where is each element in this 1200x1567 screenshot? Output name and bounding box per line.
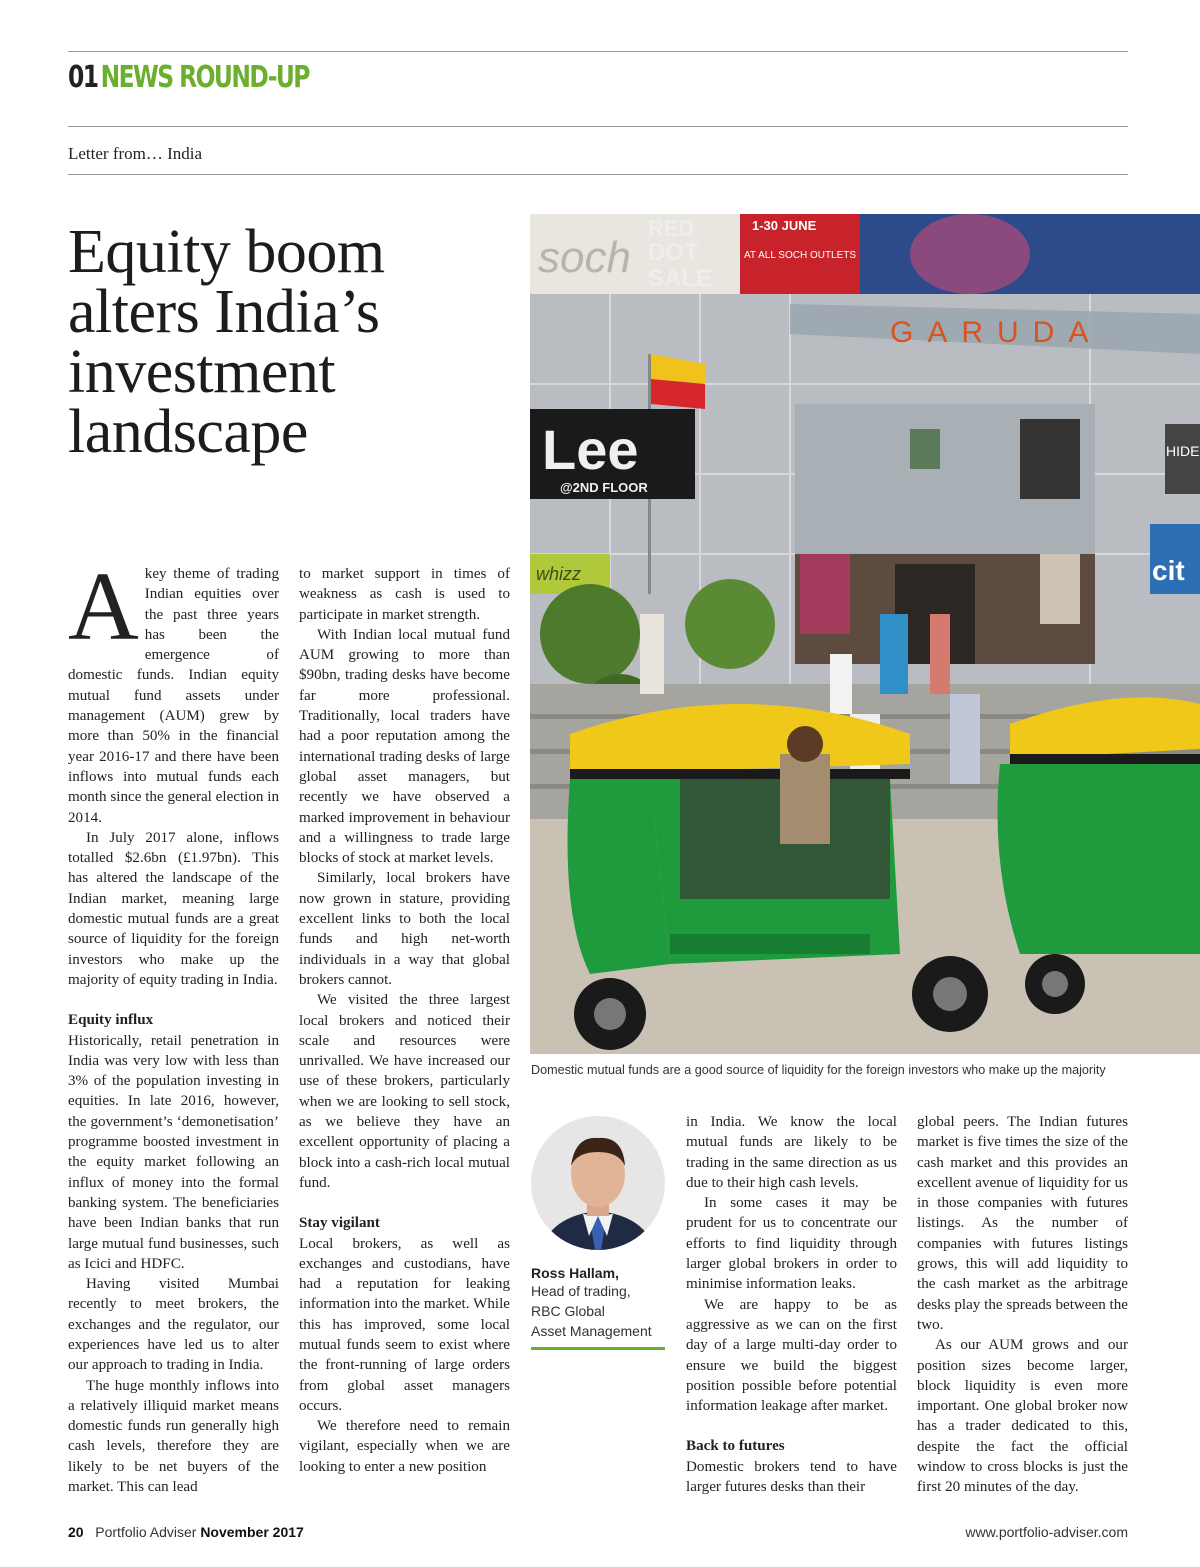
paragraph: to market support in times of weakness as cash is used to participate in market strength. <box>299 566 510 623</box>
section-rule <box>68 126 1128 127</box>
paragraph: Akey theme of trading Indian equities over the past three years has been the emergence of domestic funds. Indian equity mutual fund assets under management (AUM) grew by more than 50% in the financial year 2016-17 and there have been inflows into mutual funds each month since the general election in 2014. <box>68 553 279 826</box>
paragraph: Domestic brokers tend to have larger futures desks than their <box>686 1458 897 1496</box>
top-rule <box>68 51 1128 52</box>
svg-text:@2ND FLOOR: @2ND FLOOR <box>560 480 648 495</box>
author-box <box>531 1116 665 1350</box>
paragraph: We therefore need to remain vigilant, especially when we are looking to enter a new position <box>299 1418 510 1475</box>
article-column-4 <box>917 1112 1128 1498</box>
paragraph: Having visited Mumbai recently to meet brokers, the exchanges and the regulator, our experiences have led us to alter our approach to trading in India. <box>68 1276 279 1374</box>
article-column-2 <box>299 564 510 1477</box>
kicker-rule <box>68 174 1128 175</box>
author-avatar <box>531 1116 665 1250</box>
paragraph: The huge monthly inflows into a relatively illiquid market means domestic funds run generally high cash levels, therefore they are likely to be net buyers of the market. This can lead <box>68 1377 279 1496</box>
author-role: Head of trading, <box>531 1283 631 1299</box>
svg-text:SALE: SALE <box>648 265 713 292</box>
issue-date: November 2017 <box>200 1524 304 1540</box>
subhead: Back to futures <box>686 1438 785 1455</box>
article-column-1 <box>68 553 279 1497</box>
author-company: RBC Global <box>531 1303 605 1319</box>
sign-soch: soch <box>538 233 631 282</box>
paragraph: We visited the three largest local brokers and noticed their scale and resources were unrivalled. We have increased our use of these brokers, particularly when we are looking to sell stock, as we believe they have an excellent opportunity of placing a block into a cash-rich local mutual fund. <box>299 992 510 1191</box>
svg-text:whizz: whizz <box>536 564 582 584</box>
drop-cap: A <box>68 553 139 661</box>
paragraph: With Indian local mutual fund AUM growing to more than $90bn, trading desks have become far more professional. Traditionally, local traders have had a poor reputation among the international trading desks of large global asset managers, but recently we have observed a marked improvement in behaviour and a willingness to trade large blocks of stock at market levels. <box>299 626 510 867</box>
svg-text:AT ALL SOCH OUTLETS: AT ALL SOCH OUTLETS <box>744 250 857 261</box>
author-company-2: Asset Management <box>531 1323 652 1339</box>
paragraph: As our AUM grows and our position sizes become larger, block liquidity is even more important. One global broker now has a trader dedicated to this, despite the fact the official window to cross blocks is just the first 20 minutes of the day. <box>917 1337 1128 1496</box>
subhead: Stay vigilant <box>299 1215 380 1232</box>
author-name: Ross Hallam, <box>531 1265 619 1281</box>
svg-text:RED: RED <box>648 216 695 241</box>
footer-left <box>68 1524 304 1540</box>
svg-text:Lee: Lee <box>542 418 639 481</box>
paragraph: global peers. The Indian futures market is five times the size of the cash market and this provides an excellent avenue of liquidity for us in those companies with futures listings. As the number of companies with futures listings grows, this will add liquidity to the cash market as the arbitrage desks play the spreads between the two. <box>917 1114 1128 1333</box>
page-number: 20 <box>68 1524 84 1540</box>
paragraph: Local brokers, as well as exchanges and custodians, have had a reputation for leaking information into the market. While this has improved, some local mutual funds seem to exist where the front-running of large orders from global asset managers occurs. <box>299 1235 510 1414</box>
paragraph: Similarly, local brokers have now grown in stature, providing excellent links to both the local funds and high net-worth individuals in a way that global brokers cannot. <box>299 870 510 988</box>
paragraph: In July 2017 alone, inflows totalled $2.6bn (£1.97bn). This has altered the landscape of the Indian market, meaning large domestic mutual funds are a great source of liquidity for the foreign investors who make up the majority of equity trading in India. <box>68 829 279 988</box>
kicker: Letter from… India <box>68 144 203 163</box>
section-name: NEWS ROUND-UP <box>100 60 309 95</box>
svg-text:HIDE: HIDE <box>1166 443 1200 459</box>
subhead: Equity influx <box>68 1012 154 1029</box>
headline: Equity boom alters India’s investment landscape <box>68 218 385 466</box>
footer-url[interactable]: www.portfolio-adviser.com <box>965 1524 1128 1540</box>
svg-text:1-30 JUNE: 1-30 JUNE <box>752 218 817 233</box>
article-column-3 <box>686 1112 897 1497</box>
section-header <box>68 60 309 95</box>
svg-text:DOT: DOT <box>648 239 699 266</box>
publication-name: Portfolio Adviser <box>95 1524 197 1540</box>
paragraph: In some cases it may be prudent for us to concentrate our efforts to find liquidity through larger global brokers in order to minimise information leaks. <box>686 1195 897 1293</box>
street-photo <box>530 214 1200 1054</box>
sign-garuda: GARUDA <box>890 316 1103 349</box>
author-accent-bar <box>531 1347 665 1350</box>
photo-caption: Domestic mutual funds are a good source of liquidity for the foreign investors who make up the majority <box>531 1063 1106 1077</box>
paragraph: in India. We know the local mutual funds are likely to be trading in the same direction as us due to their high cash levels. <box>686 1114 897 1191</box>
paragraph: We are happy to be as aggressive as we can on the first day of a large multi-day order to ensure we build the biggest position possible before potential information leakage after market. <box>686 1296 897 1415</box>
paragraph: Historically, retail penetration in India was very low with less than 3% of the population investing in equities. In late 2016, however, the government’s ‘demonetisation’ programme boosted investment in the equity market following an influx of money into the formal banking system. The beneficiaries have been Indian banks that run large mutual fund businesses, such as Icici and HDFC. <box>68 1032 279 1272</box>
svg-text:cit: cit <box>1152 555 1185 586</box>
section-number: 01 <box>68 60 98 95</box>
